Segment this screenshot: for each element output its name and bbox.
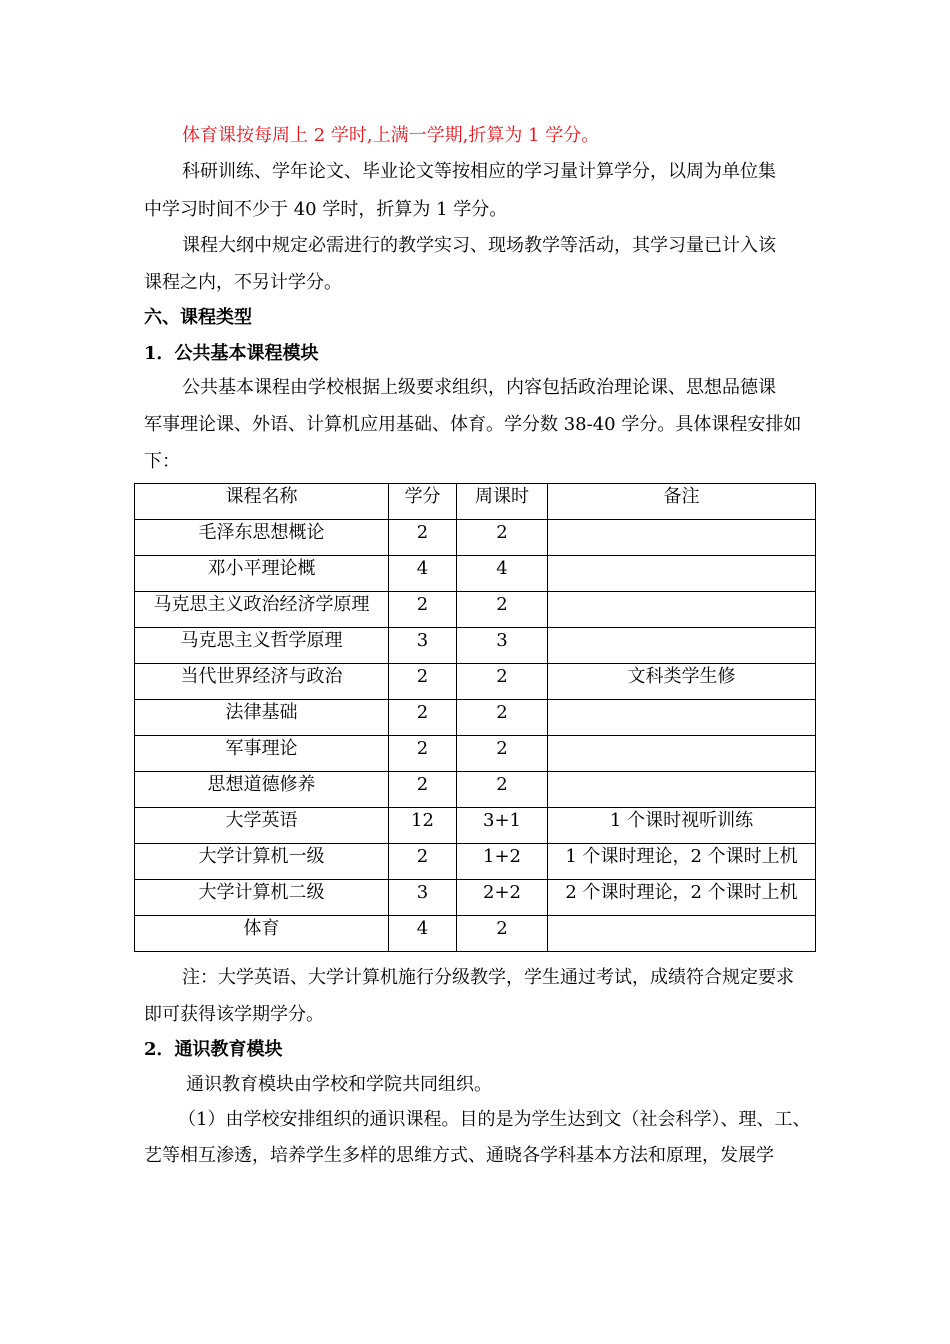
table-row <box>135 880 816 916</box>
cell-remarks <box>548 592 816 628</box>
cell-weekly-hours: 3+1 <box>457 808 548 844</box>
public-courses-paragraph-line-2: 军事理论课、外语、计算机应用基础、体育。学分数 38-40 学分。具体课程安排如 <box>144 414 802 435</box>
cell-remarks: 文科类学生修 <box>548 664 816 700</box>
table-header-row <box>135 484 816 520</box>
public-courses-table <box>134 483 816 952</box>
cell-credits: 4 <box>389 916 457 952</box>
syllabus-paragraph-line-2: 课程之内，不另计学分。 <box>144 272 342 293</box>
cell-course-name: 大学英语 <box>135 808 389 844</box>
cell-course-name: 大学计算机二级 <box>135 880 389 916</box>
section-heading-course-types: 六、课程类型 <box>144 307 252 328</box>
header-remarks: 备注 <box>548 484 816 520</box>
cell-weekly-hours: 3 <box>457 628 548 664</box>
research-paragraph-line-2: 中学习时间不少于 40 学时，折算为 1 学分。 <box>144 199 508 220</box>
cell-remarks: 2 个课时理论，2 个课时上机 <box>548 880 816 916</box>
cell-credits: 2 <box>389 844 457 880</box>
cell-course-name: 毛泽东思想概论 <box>135 520 389 556</box>
table-row <box>135 664 816 700</box>
table-row <box>135 772 816 808</box>
table-row <box>135 628 816 664</box>
cell-credits: 4 <box>389 556 457 592</box>
cell-weekly-hours: 2 <box>457 520 548 556</box>
research-paragraph-line-1: 科研训练、学年论文、毕业论文等按相应的学习量计算学分，以周为单位集 <box>182 161 776 182</box>
cell-course-name: 思想道德修养 <box>135 772 389 808</box>
cell-credits: 2 <box>389 772 457 808</box>
table-row <box>135 736 816 772</box>
table-row <box>135 592 816 628</box>
cell-credits: 3 <box>389 628 457 664</box>
public-courses-paragraph-line-3: 下： <box>144 451 180 472</box>
cell-weekly-hours: 4 <box>457 556 548 592</box>
table-note-line-2: 即可获得该学期学分。 <box>144 1004 324 1025</box>
cell-remarks <box>548 628 816 664</box>
cell-course-name: 体育 <box>135 916 389 952</box>
cell-credits: 2 <box>389 592 457 628</box>
cell-remarks <box>548 916 816 952</box>
cell-weekly-hours: 2 <box>457 772 548 808</box>
syllabus-paragraph-line-1: 课程大纲中规定必需进行的教学实习、现场教学等活动，其学习量已计入该 <box>182 235 776 256</box>
public-courses-paragraph-line-1: 公共基本课程由学校根据上级要求组织，内容包括政治理论课、思想品德课 <box>182 377 776 398</box>
table-row <box>135 808 816 844</box>
cell-remarks: 1 个课时视听训练 <box>548 808 816 844</box>
pe-credit-paragraph: 体育课按每周上 2 学时,上满一学期,折算为 1 学分。 <box>182 125 600 146</box>
general-education-paragraph-line-1: 通识教育模块由学校和学院共同组织。 <box>186 1074 492 1095</box>
cell-remarks <box>548 556 816 592</box>
cell-course-name: 大学计算机一级 <box>135 844 389 880</box>
header-credits: 学分 <box>389 484 457 520</box>
cell-credits: 2 <box>389 700 457 736</box>
cell-remarks <box>548 700 816 736</box>
table-row <box>135 844 816 880</box>
cell-weekly-hours: 2 <box>457 736 548 772</box>
cell-course-name: 马克思主义政治经济学原理 <box>135 592 389 628</box>
header-weekly-hours: 周课时 <box>457 484 548 520</box>
table-row <box>135 916 816 952</box>
cell-remarks <box>548 772 816 808</box>
subheading-general-education: 2．通识教育模块 <box>144 1039 283 1060</box>
table-note-line-1: 注：大学英语、大学计算机施行分级教学，学生通过考试，成绩符合规定要求 <box>182 967 794 988</box>
table-row <box>135 700 816 736</box>
cell-credits: 2 <box>389 736 457 772</box>
cell-course-name: 当代世界经济与政治 <box>135 664 389 700</box>
cell-credits: 2 <box>389 664 457 700</box>
cell-weekly-hours: 1+2 <box>457 844 548 880</box>
cell-credits: 3 <box>389 880 457 916</box>
cell-weekly-hours: 2+2 <box>457 880 548 916</box>
general-education-paragraph-line-3: 艺等相互渗透，培养学生多样的思维方式、通晓各学科基本方法和原理，发展学 <box>144 1145 774 1166</box>
cell-remarks <box>548 736 816 772</box>
cell-remarks: 1 个课时理论，2 个课时上机 <box>548 844 816 880</box>
cell-credits: 12 <box>389 808 457 844</box>
cell-weekly-hours: 2 <box>457 592 548 628</box>
cell-course-name: 马克思主义哲学原理 <box>135 628 389 664</box>
cell-course-name: 军事理论 <box>135 736 389 772</box>
cell-remarks <box>548 520 816 556</box>
cell-weekly-hours: 2 <box>457 700 548 736</box>
cell-credits: 2 <box>389 520 457 556</box>
cell-weekly-hours: 2 <box>457 664 548 700</box>
header-course-name: 课程名称 <box>135 484 389 520</box>
general-education-paragraph-line-2: （1）由学校安排组织的通识课程。目的是为学生达到文（社会科学）、理、工、 <box>178 1109 811 1130</box>
cell-course-name: 法律基础 <box>135 700 389 736</box>
table-row <box>135 556 816 592</box>
cell-weekly-hours: 2 <box>457 916 548 952</box>
cell-course-name: 邓小平理论概 <box>135 556 389 592</box>
subheading-public-basic-courses: 1．公共基本课程模块 <box>144 343 319 364</box>
table-row <box>135 520 816 556</box>
